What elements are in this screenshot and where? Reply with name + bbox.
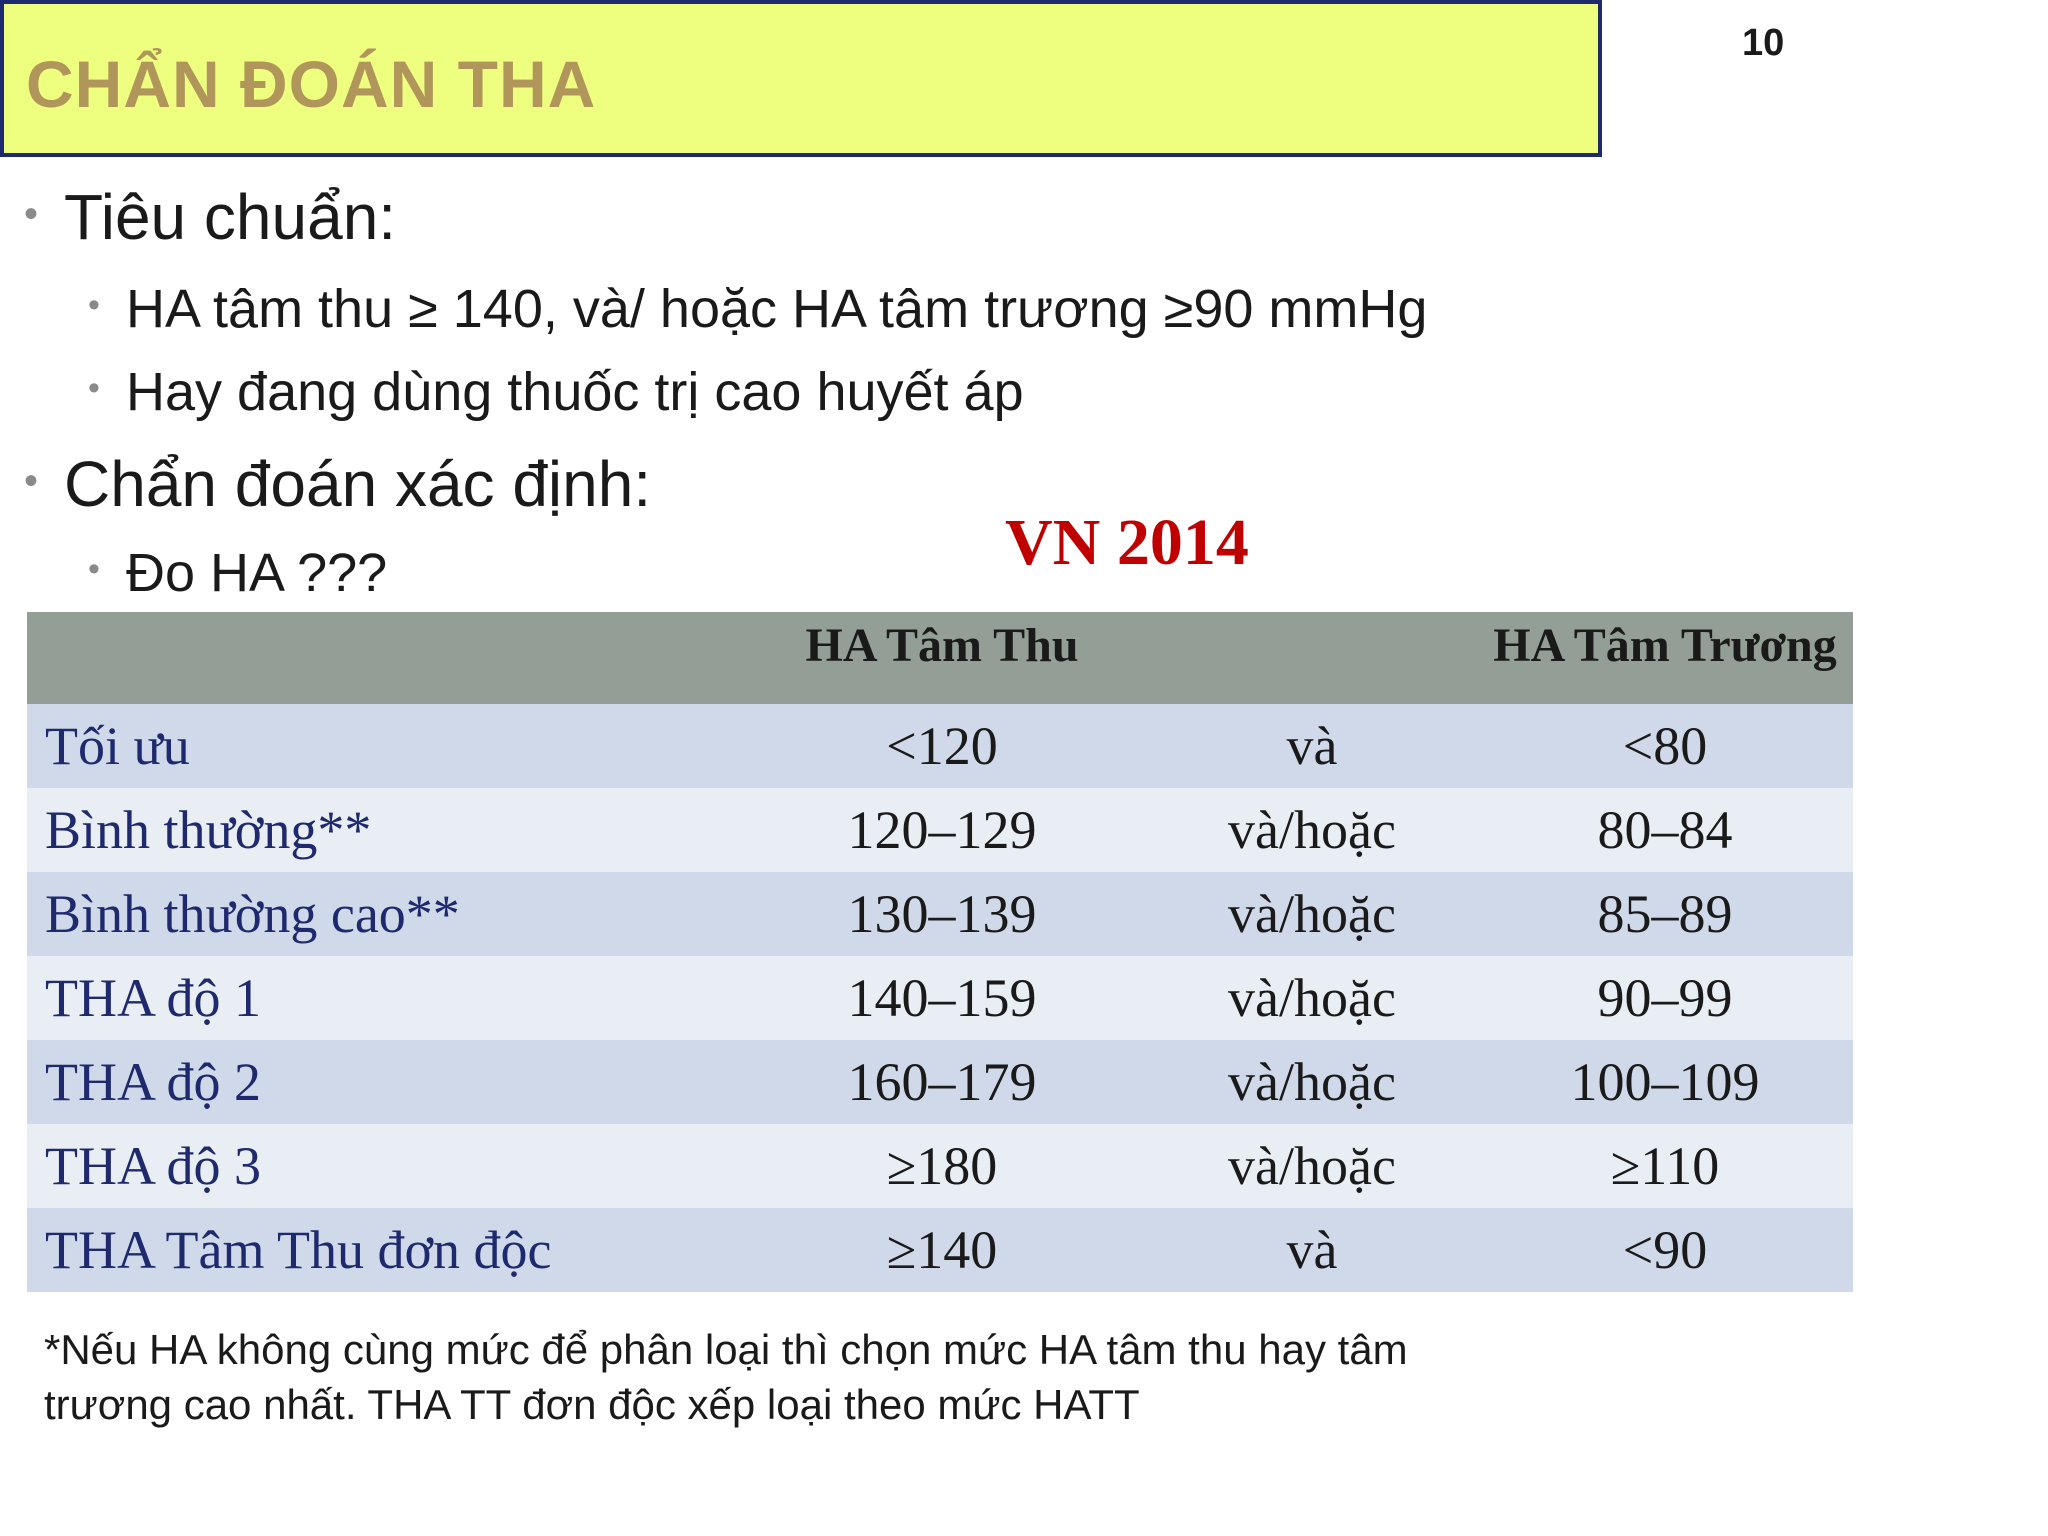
footnote-line-1: *Nếu HA không cùng mức để phân loại thì chọn mức HA tâm thu hay tâm bbox=[44, 1326, 1408, 1373]
row-diastolic: 80–84 bbox=[1477, 788, 1853, 872]
row-conjunction: và/hoặc bbox=[1147, 788, 1477, 872]
row-systolic: 140–159 bbox=[737, 956, 1147, 1040]
row-conjunction: và/hoặc bbox=[1147, 1124, 1477, 1208]
bullet-dot-icon: • bbox=[88, 369, 100, 407]
table-row bbox=[27, 704, 1853, 788]
table-row bbox=[27, 788, 1853, 872]
row-systolic: ≥180 bbox=[737, 1124, 1147, 1208]
row-category: Bình thường cao** bbox=[27, 872, 737, 956]
row-category: THA Tâm Thu đơn độc bbox=[27, 1208, 737, 1292]
bullet-dot-icon: • bbox=[88, 550, 100, 588]
row-conjunction: và bbox=[1147, 704, 1477, 788]
row-category: THA độ 3 bbox=[27, 1124, 737, 1208]
slide-title: CHẨN ĐOÁN THA bbox=[26, 47, 597, 121]
guideline-tag: VN 2014 bbox=[1005, 506, 1249, 579]
row-diastolic: 100–109 bbox=[1477, 1040, 1853, 1124]
row-category: THA độ 2 bbox=[27, 1040, 737, 1124]
row-diastolic: <80 bbox=[1477, 704, 1853, 788]
sub-bullet-bp-threshold bbox=[88, 278, 1428, 340]
row-conjunction: và/hoặc bbox=[1147, 872, 1477, 956]
row-conjunction: và bbox=[1147, 1208, 1477, 1292]
header-conjunction bbox=[1147, 612, 1477, 704]
table-header-row bbox=[27, 612, 1853, 704]
row-category: Bình thường** bbox=[27, 788, 737, 872]
bullet-diagnosis-text: Chẩn đoán xác định: bbox=[64, 448, 652, 520]
bullet-dot-icon: • bbox=[24, 459, 39, 503]
bullet-criteria-text: Tiêu chuẩn: bbox=[64, 181, 397, 253]
bp-classification-table bbox=[27, 612, 1853, 1292]
row-systolic: 160–179 bbox=[737, 1040, 1147, 1124]
bullet-dot-icon: • bbox=[88, 286, 100, 324]
row-systolic: ≥140 bbox=[737, 1208, 1147, 1292]
page-number: 10 bbox=[1742, 22, 1785, 64]
sub-bullet-medication-text: Hay đang dùng thuốc trị cao huyết áp bbox=[126, 362, 1024, 422]
row-diastolic: 90–99 bbox=[1477, 956, 1853, 1040]
row-diastolic: <90 bbox=[1477, 1208, 1853, 1292]
header-systolic: HA Tâm Thu bbox=[737, 612, 1147, 704]
footnote bbox=[44, 1322, 1644, 1432]
table-row bbox=[27, 956, 1853, 1040]
sub-bullet-measure bbox=[88, 542, 388, 604]
title-bar bbox=[0, 0, 1602, 157]
row-conjunction: và/hoặc bbox=[1147, 1040, 1477, 1124]
row-category: THA độ 1 bbox=[27, 956, 737, 1040]
sub-bullet-bp-threshold-text: HA tâm thu ≥ 140, và/ hoặc HA tâm trương ≥90 mmHg bbox=[126, 279, 1428, 339]
bullet-dot-icon: • bbox=[24, 192, 39, 236]
bullet-criteria bbox=[24, 180, 397, 254]
row-diastolic: 85–89 bbox=[1477, 872, 1853, 956]
row-systolic: 130–139 bbox=[737, 872, 1147, 956]
table-row bbox=[27, 1124, 1853, 1208]
row-systolic: <120 bbox=[737, 704, 1147, 788]
row-conjunction: và/hoặc bbox=[1147, 956, 1477, 1040]
sub-bullet-medication bbox=[88, 361, 1024, 423]
bullet-diagnosis bbox=[24, 447, 652, 521]
header-category bbox=[27, 612, 737, 704]
table-row bbox=[27, 1040, 1853, 1124]
table-row bbox=[27, 1208, 1853, 1292]
row-category: Tối ưu bbox=[27, 704, 737, 788]
sub-bullet-measure-text: Đo HA ??? bbox=[126, 543, 388, 603]
row-diastolic: ≥110 bbox=[1477, 1124, 1853, 1208]
row-systolic: 120–129 bbox=[737, 788, 1147, 872]
footnote-line-2: trương cao nhất. THA TT đơn độc xếp loại theo mức HATT bbox=[44, 1381, 1140, 1428]
table-row bbox=[27, 872, 1853, 956]
header-diastolic: HA Tâm Trương bbox=[1477, 612, 1853, 704]
